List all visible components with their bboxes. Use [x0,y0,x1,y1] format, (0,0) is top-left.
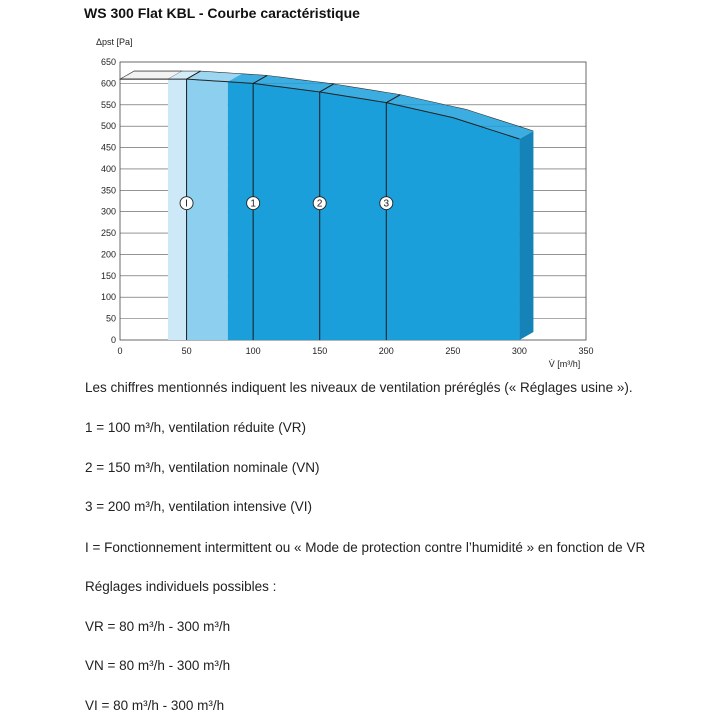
page-title: WS 300 Flat KBL - Courbe caractéristique [84,5,360,21]
y-tick-label: 100 [100,292,116,303]
intermittent-note: I = Fonctionnement intermittent ou « Mode de protection contre l’humidité » en fonction de VR [85,540,646,555]
x-tick-label: 50 [181,346,192,356]
operating-region-2 [187,79,228,340]
operating-point-label-2: 2 [316,198,323,210]
x-tick-label: 350 [578,346,594,356]
operating-point-label-1: 1 [250,198,256,210]
y-tick-label: 300 [100,206,116,217]
y-tick-label: 450 [100,142,116,153]
y-tick-label: 600 [100,78,116,89]
y-tick-label: 550 [100,99,116,110]
level-2-note: 2 = 150 m³/h, ventilation nominale (VN) [85,460,320,475]
y-axis-label: Δpst [Pa] [96,37,133,47]
individual-settings-heading: Réglages individuels possibles : [85,579,277,594]
level-1-note: 1 = 100 m³/h, ventilation réduite (VR) [85,420,306,435]
operating-region-1 [168,79,187,340]
level-3-note: 3 = 200 m³/h, ventilation intensive (VI) [85,499,312,514]
y-tick-label: 350 [100,185,116,196]
curve-side-face [519,131,533,340]
y-tick-label: 650 [100,57,116,67]
x-tick-label: 150 [312,346,328,356]
x-tick-label: 100 [245,346,261,356]
y-tick-label: 150 [100,270,116,281]
operating-point-label-3: 3 [383,198,390,210]
x-tick-label: 300 [511,346,527,356]
vr-range-note: VR = 80 m³/h - 300 m³/h [85,619,231,634]
y-tick-label: 200 [100,249,116,260]
y-tick-label: 400 [100,163,116,174]
intro-note: Les chiffres mentionnés indiquent les niveaux de ventilation préréglés (« Réglages usine »). [85,380,633,395]
vi-range-note: VI = 80 m³/h - 300 m³/h [85,698,225,713]
operating-point-label-I: I [185,198,188,210]
vn-range-note: VN = 80 m³/h - 300 m³/h [85,658,231,673]
x-tick-label: 0 [117,346,123,356]
x-tick-label: 200 [378,346,394,356]
y-tick-label: 500 [100,121,116,132]
y-tick-label: 50 [105,313,116,324]
x-axis-label: V̇ [m³/h] [548,359,581,369]
y-tick-label: 250 [100,228,116,239]
y-tick-label: 0 [110,335,116,345]
x-tick-label: 250 [445,346,461,356]
